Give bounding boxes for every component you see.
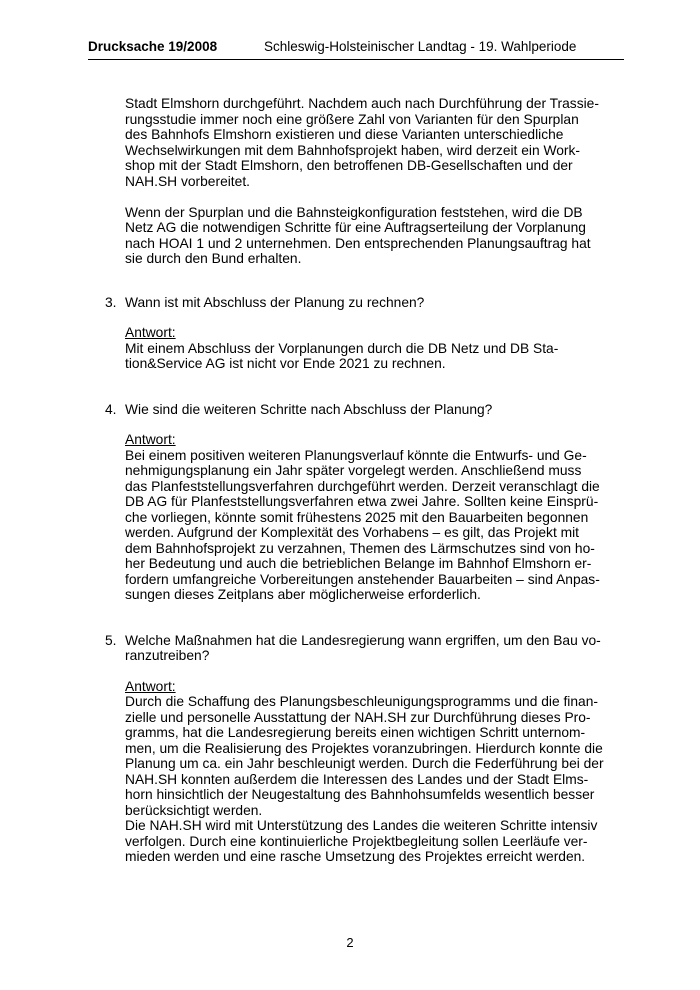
text-line: men, um die Realisierung des Projektes voranzubringen. Hierdurch konnte die [125, 740, 603, 756]
intro-paragraph-1 [125, 96, 615, 189]
text-line: shop mit der Stadt Elmshorn, den betroffenen DB-Gesellschaften und der [125, 158, 573, 173]
text-line: nehmigungsplanung ein Jahr später vorgelegt werden. Anschließend muss [125, 463, 582, 478]
text-line: Wenn der Spurplan und die Bahnsteigkonfiguration feststehen, wird die DB [125, 204, 583, 220]
answer-4 [125, 448, 615, 603]
text-line: Die NAH.SH wird mit Unterstützung des Landes die weiteren Schritte intensiv [125, 818, 598, 833]
question-text: Wie sind die weiteren Schritte nach Abschluss der Planung? [125, 401, 493, 417]
text-line: Bei einem positiven weiteren Planungsverlauf könnte die Entwurfs- und Ge- [125, 447, 587, 463]
text-line: DB AG für Planfeststellungsverfahren etwa zwei Jahre. Sollten keine Einsprü- [125, 494, 599, 509]
answer-label: Antwort: [125, 678, 176, 694]
text-line: NAH.SH vorbereitet. [125, 173, 250, 189]
question-text [125, 633, 615, 664]
question-5 [105, 632, 615, 664]
question-text: Wann ist mit Abschluss der Planung zu rechnen? [125, 294, 425, 310]
text-line: ranzutreiben? [125, 648, 210, 663]
text-line: Planung um ca. ein Jahr beschleunigt werden. Durch die Federführung bei der [125, 756, 604, 771]
document-body [105, 96, 615, 865]
text-line: Netz AG die notwendigen Schritte für eine Auftragserteilung der Vorplanung [125, 220, 586, 235]
parliament-title: Schleswig-Holsteinischer Landtag - 19. Wahlperiode [264, 39, 577, 54]
text-line: horn hinsichtlich der Neugestaltung des Bahnhohsumfelds wesentlich besser [125, 787, 595, 802]
text-line: Mit einem Abschluss der Vorplanungen durch die DB Netz und DB Sta- [125, 340, 559, 356]
question-number: 4. [105, 401, 117, 417]
document-number: Drucksache 19/2008 [88, 39, 218, 54]
page-number: 2 [346, 935, 354, 950]
text-line: sie durch den Bund erhalten. [125, 251, 302, 266]
text-line: NAH.SH konnten außerdem die Interessen des Landes und der Stadt Elms- [125, 771, 589, 787]
question-3 [105, 294, 615, 311]
text-line: zielle und personelle Ausstattung der NAH.SH zur Durchführung dieses Pro- [125, 709, 591, 725]
text-line: rungsstudie immer noch eine größere Zahl von Varianten für den Spurplan [125, 111, 579, 127]
text-line: dem Bahnhofsprojekt zu verzahnen, Themen des Lärmschutzes sind von ho- [125, 540, 595, 556]
question-4 [105, 401, 615, 418]
text-line: Durch die Schaffung des Planungsbeschleunigungsprogramms und die finan- [125, 694, 598, 709]
text-line: Wechselwirkungen mit dem Bahnhofsprojekt haben, wird derzeit ein Work- [125, 142, 581, 158]
question-number: 5. [105, 632, 117, 648]
answer-label: Antwort: [125, 432, 176, 447]
question-number: 3. [105, 294, 117, 310]
text-line: che vorliegen, könnte somit frühestens 2025 mit den Bauarbeiten begonnen [125, 509, 589, 525]
text-line: mieden werden und eine rasche Umsetzung des Projektes erreicht werden. [125, 849, 586, 864]
header-rule [88, 59, 624, 60]
text-line: her Bedeutung und auch die betrieblichen Belange im Bahnhof Elmshorn er- [125, 556, 592, 571]
text-line: gramms, hat die Landesregierung bereits einen wichtigen Schritt unternom- [125, 725, 586, 740]
text-line: tion&Service AG ist nicht vor Ende 2021 zu rechnen. [125, 356, 446, 371]
text-line: fordern umfangreiche Vorbereitungen anstehender Bauarbeiten – sind Anpas- [125, 571, 600, 587]
text-line: Welche Maßnahmen hat die Landesregierung wann ergriffen, um den Bau vo- [125, 632, 601, 648]
text-line: nach HOAI 1 und 2 unternehmen. Den entsprechenden Planungsauftrag hat [125, 235, 591, 251]
text-line: verfolgen. Durch eine kontinuierliche Projektbegleitung sollen Leerläufe ver- [125, 833, 588, 849]
text-line: sungen dieses Zeitplans aber möglicherweise erforderlich. [125, 587, 481, 602]
text-line: werden. Aufgrund der Komplexität des Vorhabens – es gilt, das Projekt mit [125, 525, 580, 540]
intro-paragraph-2 [125, 205, 615, 267]
answer-3 [125, 341, 615, 372]
text-line: das Planfeststellungsverfahren durchgeführt werden. Derzeit veranschlagt die [125, 478, 600, 494]
answer-5 [125, 694, 615, 865]
text-line: berücksichtigt werden. [125, 802, 263, 818]
text-line: Stadt Elmshorn durchgeführt. Nachdem auch nach Durchführung der Trassie- [125, 96, 599, 111]
answer-label: Antwort: [125, 325, 176, 340]
text-line: des Bahnhofs Elmshorn existieren und diese Varianten unterschiedliche [125, 127, 564, 142]
